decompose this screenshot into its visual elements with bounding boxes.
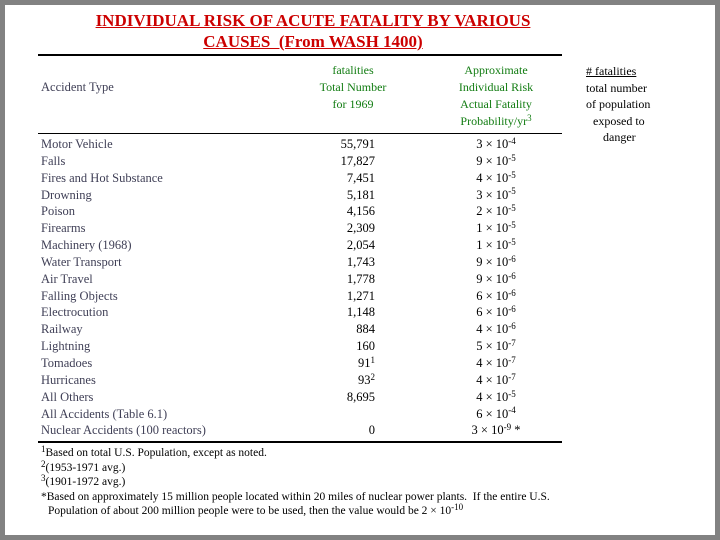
table-row [41,422,561,439]
page-title [33,10,593,52]
side-note-line4: danger [603,130,636,144]
fatalities-cell: $91^1$ [358,354,375,370]
accident-type-cell: Machinery (1968) [41,238,132,253]
accident-type-cell: Nuclear Accidents (100 reactors) [41,423,206,438]
column-header-risk-line2: Individual Risk [458,80,534,94]
risk-cell: $5 \times 10^{-7}$ [476,338,516,354]
accident-type-cell: Drowning [41,187,92,202]
side-note [586,63,682,146]
fatalities-cell [311,406,375,423]
table-row [41,187,561,204]
column-header-risk-line3: Actual Fatality [460,97,532,111]
accident-type-cell: Railway [41,322,83,337]
risk-cell: $4 \times 10^{-7}$ [476,371,516,387]
divider-line-bottom [38,441,562,443]
side-note-line3: exposed to [593,113,645,128]
column-header-accident-type: Accident Type [41,80,114,94]
fatalities-cell: 884 [356,322,375,337]
fatalities-cell: 7,451 [346,170,375,185]
risk-cell: $4 \times 10^{-7}$ [476,354,516,370]
risk-cell: $3 \times 10^{-9}$ * [471,422,521,438]
fatalities-cell: 1,743 [346,254,375,269]
fatalities-cell: 1,148 [346,305,375,320]
probability-superscript: 3 [527,112,532,123]
column-header-fatalities-line2: Total Number [319,80,387,94]
column-header-fatalities-line3: for 1969 [332,97,374,111]
accident-type-cell: Poison [41,204,76,219]
risk-cell: $3 \times 10^{-4}$ [476,136,516,151]
table-row [41,153,561,170]
footnote: *Based on approximately 15 million people located within 20 miles of nuclear power plants. If the entire U.S. Population of about 200 million people were to be used, then the value would be $2 \times 10^{-10}$ [41,490,553,518]
table-row [41,220,561,237]
table-row [41,271,561,288]
table-row [41,406,561,423]
table-row [41,338,561,355]
fatalities-cell: 8,695 [346,389,375,404]
fatalities-cell: 17,827 [340,153,375,168]
risk-cell: $6 \times 10^{-4}$ [476,405,516,421]
risk-cell: $6 \times 10^{-6}$ [476,304,516,320]
accident-type-cell: Air Travel [41,271,93,286]
fatalities-cell: $93^2$ [358,371,375,387]
table-row [41,355,561,372]
risk-cell: $1 \times 10^{-5}$ [476,220,516,236]
risk-cell: $4 \times 10^{-5}$ [476,388,516,404]
page-title-line1: INDIVIDUAL RISK OF ACUTE FATALITY BY VARIOUS [95,11,531,30]
risk-cell: $2 \times 10^{-5}$ [476,203,516,219]
risk-cell: $4 \times 10^{-5}$ [476,169,516,185]
table-row [41,170,561,187]
table-row [41,372,561,389]
table-row [41,288,561,305]
fatalities-cell: 1,271 [346,288,375,303]
table-row [41,203,561,220]
side-note-line1: total number [586,80,647,95]
side-note-line2: of population [586,97,651,111]
column-header-risk-line4: Probability/$yr^3$ [460,112,532,128]
risk-cell: $6 \times 10^{-6}$ [476,287,516,303]
fatalities-cell: 2,054 [346,238,375,253]
fatalities-cell: 1,778 [346,271,375,286]
column-header-risk-line1: Approximate [464,63,528,77]
accident-type-cell: Electrocution [41,305,109,320]
accident-type-cell: Tomadoes [41,355,93,370]
accident-type-cell: Motor Vehicle [41,137,113,151]
divider-line-top [38,54,562,56]
divider-line-header [38,133,562,134]
accident-type-cell: Water Transport [41,254,122,269]
column-header-fatalities-line1: fatalities [332,63,374,77]
table-row [41,237,561,254]
table-row [41,321,561,338]
fatalities-cell: 4,156 [346,204,375,219]
fatalities-cell: 5,181 [346,187,375,202]
accident-type-cell: Firearms [41,221,86,236]
risk-cell: $4 \times 10^{-6}$ [476,321,516,337]
side-note-heading: # fatalities [586,64,637,78]
footnote: $^2$(1953-1971 avg.) [41,458,126,474]
accident-type-cell: All Accidents (Table 6.1) [41,406,168,421]
accident-type-cell: All Others [41,389,94,404]
fatalities-cell: 0 [368,423,375,438]
footnote: $^1$Based on total U.S. Population, except as noted. [41,443,267,459]
accident-type-cell: Falls [41,153,66,168]
accident-type-cell: Hurricanes [41,372,96,387]
table-row [41,254,561,271]
footnote: $^3$(1901-1972 avg.) [41,473,126,489]
risk-cell: $1 \times 10^{-5}$ [476,237,516,253]
risk-cell: $9 \times 10^{-5}$ [476,152,516,168]
column-header-fatalities [291,62,415,113]
table-row [41,389,561,406]
accident-type-cell: Fires and Hot Substance [41,170,163,185]
table-row [41,304,561,321]
page-title-line2: CAUSES (From WASH 1400) [203,32,423,51]
table-body [41,136,561,439]
column-header-risk [411,62,581,130]
table-row [41,136,561,153]
risk-table [41,136,561,439]
footnotes [41,443,593,519]
risk-cell: $3 \times 10^{-5}$ [476,186,516,202]
risk-cell: $9 \times 10^{-6}$ [476,270,516,286]
fatalities-cell: 55,791 [340,137,375,151]
accident-type-cell: Lightning [41,339,91,354]
fatalities-cell: 160 [356,339,375,354]
fatalities-cell: 2,309 [346,221,375,236]
risk-cell: $9 \times 10^{-6}$ [476,253,516,269]
accident-type-cell: Falling Objects [41,288,118,303]
